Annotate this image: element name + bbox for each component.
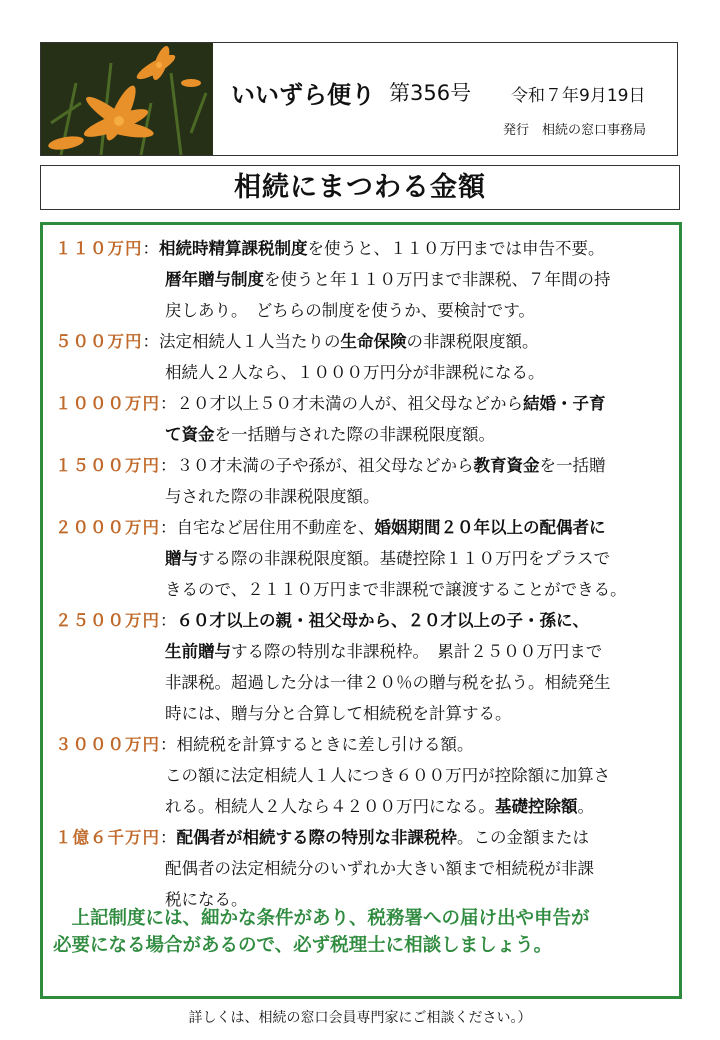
entry-110: １１０万円：相続時精算課税制度を使うと、１１０万円までは申告不要。 暦年贈与制度を使うと年１１０万円まで非課税、７年間の持 戻しあり。 どちらの制度を使うか、要検討です。 [55,239,611,320]
entry-500: ５００万円：法定相続人１人当たりの生命保険の非課税限度額。 相続人２人なら、１０００万円分が非課税になる。 [55,332,545,382]
amount-label: ５００万円 [55,332,143,351]
title-box [40,165,680,210]
newsletter-name: いいずら便り [231,81,375,109]
amount-label: ２５００万円 [55,611,160,630]
issue-number: 第356号 [389,81,472,105]
masthead [40,42,678,156]
entry-1500: １５００万円：３０才未満の子や孫が、祖父母などから教育資金を一括贈 与された際の非課税限度額。 [55,456,606,506]
entry-2500: ２５００万円：６０才以上の親・祖父母から、２０才以上の子・孫に、 生前贈与する際の特別な非課税枠。 累計２５００万円まで 非課税。超過した分は一律２０％の贈与税を払う。相続発生 時には、贈与分と合算して相続税を計算する。 [55,611,611,723]
content-box [40,222,682,999]
footer-note: 詳しくは、相続の窓口会員専門家にご相談ください。） [188,1010,532,1026]
entry-160m: １億６千万円：配偶者が相続する際の特別な非課税枠。この金額または 配偶者の法定相続分のいずれか大きい額まで相続税が非課 税になる。 [55,828,594,909]
issue-date: 令和７年9月19日 [511,86,646,106]
amount-label: １０００万円 [55,394,160,413]
flower-photo [41,43,213,155]
amount-label: １５００万円 [55,456,160,475]
amount-list [55,233,671,915]
amount-label: ２０００万円 [55,518,160,537]
amount-label: １１０万円 [55,239,143,258]
closing-note: 上記制度には、細かな条件があり、税務署への届け出や申告が 必要になる場合があるので、必ず税理士に相談しましょう。 [53,908,590,956]
page-title: 相続にまつわる金額 [234,172,486,203]
amount-label: １億６千万円 [55,828,160,847]
amount-label: ３０００万円 [55,735,160,754]
entry-3000: ３０００万円：相続税を計算するときに差し引ける額。 この額に法定相続人１人につき６００万円が控除額に加算さ れる。相続人２人なら４２００万円になる。基礎控除額。 [55,735,611,816]
entry-2000: ２０００万円：自宅など居住用不動産を、婚姻期間２０年以上の配偶者に 贈与する際の非課税限度額。基礎控除１１０万円をプラスで きるので、２１１０万円まで非課税で譲渡することができる。 [55,518,627,599]
entry-1000: １０００万円：２０才以上５０才未満の人が、祖父母などから結婚・子育 て資金を一括贈与された際の非課税限度額。 [55,394,606,444]
publisher: 発行 相続の窓口事務局 [503,123,647,138]
